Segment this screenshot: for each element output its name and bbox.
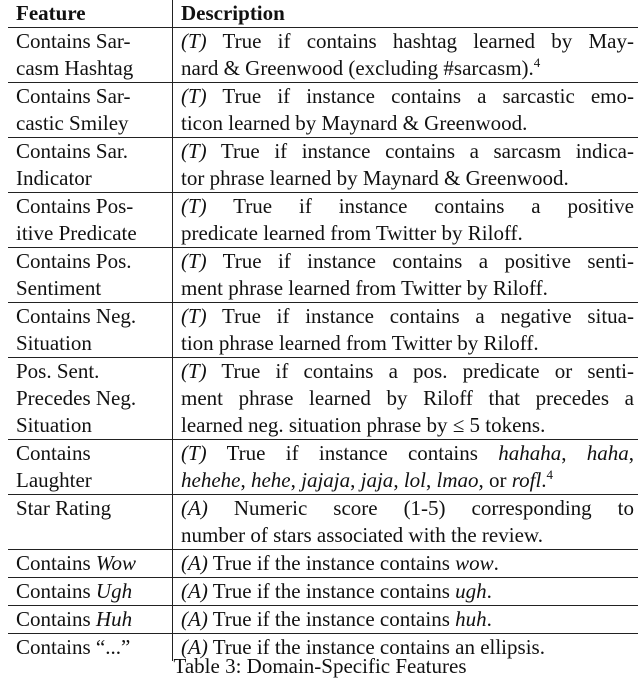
description-cell <box>173 495 639 550</box>
feature-cell <box>8 138 173 193</box>
description-cell <box>173 83 639 138</box>
footnote-marker: 4 <box>546 467 554 482</box>
description-cell <box>173 440 639 495</box>
feature-line: Precedes Neg. <box>16 386 137 410</box>
table-row <box>8 358 638 440</box>
table-row <box>8 550 638 578</box>
text-segment: rofl <box>511 468 542 492</box>
feature-line <box>16 606 168 633</box>
feature-cell <box>8 550 173 578</box>
text-segment: Ugh <box>95 579 133 603</box>
text-segment: (A) <box>181 579 208 603</box>
text-segment: True if the instance contains an ellipsis. <box>207 635 545 659</box>
feature-line: Sentiment <box>16 276 102 300</box>
table-caption: Table 3: Domain-Specific Features <box>173 654 467 678</box>
text-segment: Numeric score (1-5) corresponding to <box>207 496 634 520</box>
feature-line: Contains Sar- <box>16 29 131 53</box>
text-segment: , <box>425 468 437 492</box>
feature-cell <box>8 28 173 83</box>
text-segment: . <box>486 579 492 603</box>
text-segment: True if instance contains <box>206 441 499 465</box>
text-segment: True if contains a pos. predicate or senti- <box>206 359 634 383</box>
table-row <box>8 28 638 83</box>
text-segment: Contains <box>16 607 96 631</box>
text-segment: . <box>493 551 499 575</box>
text-segment: (T) <box>181 84 207 108</box>
feature-line <box>16 578 168 605</box>
description-cell <box>173 28 639 83</box>
table-row <box>8 248 638 303</box>
description-line <box>181 550 634 577</box>
header-row <box>8 0 638 28</box>
text-segment: lmao <box>436 468 479 492</box>
feature-line: Contains Sar. <box>16 139 129 163</box>
text-segment: (A) <box>181 607 208 631</box>
feature-line: Contains “...” <box>16 635 131 659</box>
feature-line <box>16 550 168 577</box>
text-segment: , <box>561 441 587 465</box>
text-segment: wow <box>455 551 494 575</box>
text-segment: number of stars associated with the review. <box>181 523 543 547</box>
description-line <box>181 138 634 165</box>
text-segment: haha <box>586 441 629 465</box>
text-segment: learned neg. situation phrase by ≤ 5 tokens. <box>181 413 546 437</box>
text-segment: ment phrase learned from Twitter by Riloff. <box>181 276 548 300</box>
text-segment: tion phrase learned from Twitter by Riloff. <box>181 331 539 355</box>
feature-cell <box>8 495 173 550</box>
description-cell <box>173 550 639 578</box>
text-segment: , <box>240 468 251 492</box>
description-line <box>181 330 634 357</box>
description-line <box>181 110 634 137</box>
description-line <box>181 385 634 412</box>
description-line <box>181 358 634 385</box>
text-segment: Contains <box>16 579 96 603</box>
text-segment: , <box>290 468 302 492</box>
text-segment: True if the instance contains <box>207 607 456 631</box>
description-line <box>181 55 634 82</box>
feature-cell <box>8 440 173 495</box>
table-row <box>8 606 638 634</box>
text-segment: nard & Greenwood (excluding #sarcasm). <box>181 56 534 80</box>
description-cell <box>173 578 639 606</box>
feature-line: Contains Sar- <box>16 84 131 108</box>
text-segment: True if instance contains a positive senti- <box>206 249 634 273</box>
text-segment: huh <box>455 607 487 631</box>
table-row <box>8 578 638 606</box>
text-segment: True if instance contains a sarcastic emo- <box>206 84 634 108</box>
description-line <box>181 248 634 275</box>
text-segment: Huh <box>95 607 133 631</box>
text-segment: True if instance contains a positive <box>206 194 634 218</box>
feature-line: Laughter <box>16 468 92 492</box>
description-line <box>181 193 634 220</box>
text-segment: (T) <box>181 304 207 328</box>
description-line <box>181 220 634 247</box>
description-line <box>181 275 634 302</box>
description-cell <box>173 606 639 634</box>
feature-cell <box>8 578 173 606</box>
text-segment: (A) <box>181 635 208 659</box>
text-segment: predicate learned from Twitter by Riloff. <box>181 221 523 245</box>
feature-cell <box>8 303 173 358</box>
text-segment: Wow <box>95 551 136 575</box>
description-line <box>181 440 634 467</box>
text-segment: True if contains hashtag learned by May- <box>206 29 634 53</box>
feature-line: casm Hashtag <box>16 56 134 80</box>
text-segment: . <box>541 468 547 492</box>
text-segment: hahaha <box>498 441 562 465</box>
footnote-marker: 4 <box>533 55 541 70</box>
text-segment: . <box>486 607 492 631</box>
text-segment: ticon learned by Maynard & Greenwood. <box>181 111 528 135</box>
feature-line: Pos. Sent. <box>16 359 100 383</box>
description-cell <box>173 193 639 248</box>
table-row <box>8 303 638 358</box>
feature-cell <box>8 193 173 248</box>
features-table <box>8 0 638 661</box>
description-line <box>181 467 634 494</box>
feature-line: Contains Neg. <box>16 304 137 328</box>
description-cell <box>173 138 639 193</box>
header-feature: Feature <box>8 0 173 28</box>
text-segment: jajaja <box>301 468 351 492</box>
description-line <box>181 495 634 522</box>
text-segment: (T) <box>181 194 207 218</box>
text-segment: , or <box>478 468 512 492</box>
feature-cell <box>8 83 173 138</box>
text-segment: , <box>350 468 361 492</box>
text-segment: (T) <box>181 249 207 273</box>
description-line <box>181 606 634 633</box>
text-segment: (T) <box>181 139 207 163</box>
text-segment: jaja <box>360 468 394 492</box>
text-segment: lol <box>403 468 426 492</box>
feature-cell <box>8 248 173 303</box>
text-segment: True if the instance contains <box>207 579 456 603</box>
text-segment: hehe <box>250 468 291 492</box>
text-segment: (A) <box>181 496 208 520</box>
text-segment: True if instance contains a negative situa- <box>206 304 634 328</box>
text-segment: (A) <box>181 551 208 575</box>
description-line <box>181 303 634 330</box>
text-segment: Contains <box>16 551 96 575</box>
table-row <box>8 440 638 495</box>
text-segment: , <box>628 441 634 465</box>
feature-line: Star Rating <box>16 496 112 520</box>
description-cell <box>173 358 639 440</box>
feature-cell <box>8 606 173 634</box>
description-cell <box>173 248 639 303</box>
text-segment: True if instance contains a sarcasm indica- <box>206 139 634 163</box>
feature-line: castic Smiley <box>16 111 129 135</box>
header-description: Description <box>173 0 639 28</box>
feature-line: Situation <box>16 331 92 355</box>
table-row <box>8 138 638 193</box>
table-row <box>8 495 638 550</box>
text-segment: (T) <box>181 441 207 465</box>
description-line <box>181 165 634 192</box>
text-segment: ugh <box>455 579 487 603</box>
text-segment: , <box>393 468 404 492</box>
table-row <box>8 83 638 138</box>
description-cell <box>173 303 639 358</box>
feature-line: Contains Pos. <box>16 249 132 273</box>
table-row <box>8 193 638 248</box>
text-segment: hehehe <box>181 468 241 492</box>
description-line <box>181 412 634 439</box>
description-line <box>181 28 634 55</box>
text-segment: ment phrase learned by Riloff that precedes a <box>181 386 634 410</box>
feature-line: Situation <box>16 413 92 437</box>
text-segment: tor phrase learned by Maynard & Greenwood. <box>181 166 569 190</box>
feature-line: Indicator <box>16 166 92 190</box>
text-segment: (T) <box>181 29 207 53</box>
text-segment: (T) <box>181 359 207 383</box>
feature-cell <box>8 358 173 440</box>
feature-line: itive Predicate <box>16 221 137 245</box>
description-line <box>181 578 634 605</box>
feature-line: Contains Pos- <box>16 194 134 218</box>
description-line <box>181 83 634 110</box>
description-line <box>181 522 634 549</box>
feature-line: Contains <box>16 441 91 465</box>
text-segment: True if the instance contains <box>207 551 456 575</box>
